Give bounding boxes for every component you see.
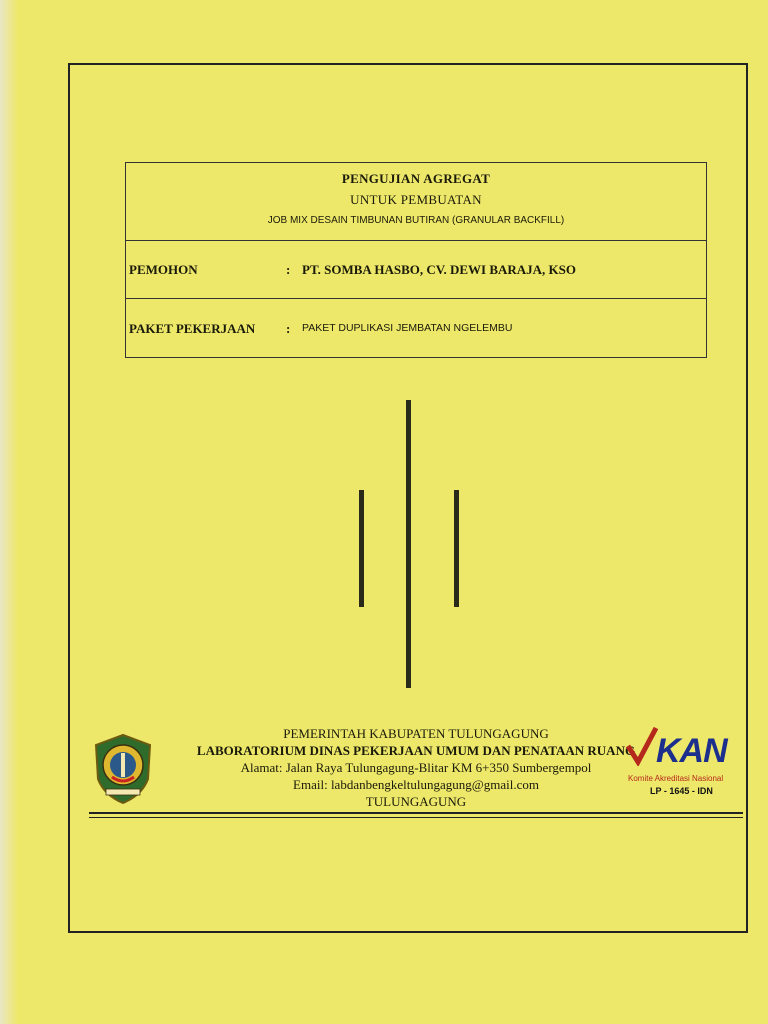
document-description: JOB MIX DESAIN TIMBUNAN BUTIRAN (GRANULAR BACKFILL): [267, 215, 565, 226]
title-block: [126, 163, 706, 241]
institution-footer: [160, 725, 672, 810]
paper-torn-edge: [0, 0, 18, 1024]
work-package-value: PAKET DUPLIKASI JEMBATAN NGELEMBU: [302, 322, 513, 334]
city-line: TULUNGAGUNG: [365, 794, 467, 809]
document-title: PENGUJIAN AGREGAT: [341, 171, 491, 186]
decorative-bar-right: [454, 490, 459, 607]
applicant-label: PEMOHON: [129, 262, 198, 277]
applicant-row: [126, 241, 706, 299]
decorative-bar-left: [359, 490, 364, 607]
document-subtitle: UNTUK PEMBUATAN: [350, 192, 482, 207]
work-package-label: PAKET PEKERJAAN: [129, 321, 256, 336]
work-package-row: [126, 299, 706, 357]
address-line: Alamat: Jalan Raya Tulungagung-Blitar KM 6+350 Sumbergempol: [240, 760, 592, 775]
decorative-bar-center: [406, 400, 411, 688]
laboratory-name: LABORATORIUM DINAS PEKERJAAN UMUM DAN PENATAAN RUANG: [196, 743, 636, 758]
applicant-value: PT. SOMBA HASBO, CV. DEWI BARAJA, KSO: [302, 262, 577, 277]
government-name: PEMERINTAH KABUPATEN TULUNGAGUNG: [283, 726, 549, 741]
kan-check-icon: [626, 726, 658, 766]
kan-accreditation-code: LP - 1645 - IDN: [650, 786, 713, 796]
footer-rule-thick: [89, 812, 743, 814]
kan-subtitle: Komite Akreditasi Nasional: [628, 774, 724, 783]
kan-logo: [626, 726, 736, 800]
kan-mark: KAN: [656, 732, 727, 770]
tulungagung-emblem-icon: [92, 733, 154, 805]
email-line: Email: labdanbengkeltulungagung@gmail.com: [293, 777, 539, 792]
footer-rule-thin: [89, 817, 743, 818]
applicant-colon: :: [286, 262, 291, 277]
work-package-colon: :: [286, 321, 291, 336]
header-table: [125, 162, 707, 358]
